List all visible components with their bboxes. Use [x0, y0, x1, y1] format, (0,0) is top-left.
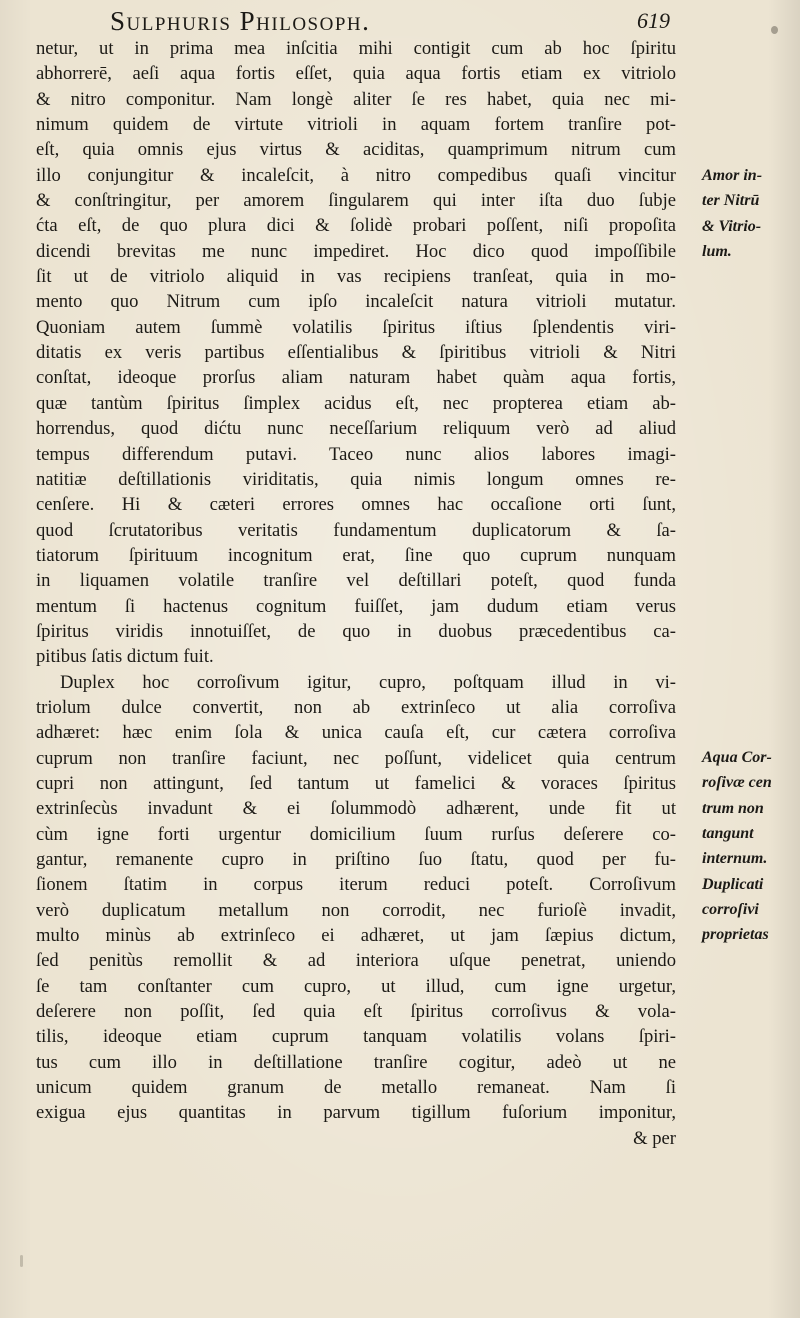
ink-speck — [20, 1255, 23, 1267]
text-line: mentum ſi hactenus cognitum fuiſſet, jam dudum etiam verus — [36, 595, 676, 617]
text-line: unicum quidem granum de metallo remaneat. Nam ſi — [36, 1077, 676, 1099]
margin-note-line: tangunt — [702, 825, 754, 843]
margin-note-line: Duplicati — [702, 875, 764, 893]
text-line: deſerere non poſſit, ſed quia eſt ſpiritus corroſivus & vola- — [36, 1001, 676, 1023]
text-line: tiatorum ſpirituum incognitum erat, ſine quo cuprum nunquam — [36, 544, 676, 566]
text-line: ſit ut de vitriolo aliquid in vas recipiens tranſeat, quia in mo- — [36, 266, 676, 288]
margin-note-line: roſivæ cen — [702, 774, 772, 792]
text-line: ſionem ſtatim in corpus iterum reduci poteſt. Corroſivum — [36, 874, 676, 896]
text-line: Duplex hoc corroſivum igitur, cupro, poſtquam illud in vi- — [60, 671, 676, 693]
text-line: tilis, ideoque etiam cuprum tanquam volatilis volans ſpiri- — [36, 1026, 676, 1048]
text-line: cùm igne forti urgentur domicilium ſuum rurſus deſerere co- — [36, 823, 676, 845]
text-line: quod ſcrutatoribus veritatis fundamentum duplicatorum & ſa- — [36, 519, 676, 541]
text-line: & conſtringitur, per amorem ſingularem qui inter iſta duo ſubje — [36, 190, 676, 212]
text-line: ſpiritus viridis innotuiſſet, de quo in duobus præcedentibus ca- — [36, 620, 676, 642]
catchword: & per — [633, 1127, 676, 1149]
text-line: illo conjungitur & incaleſcit, à nitro compedibus quaſi vincitur — [36, 164, 676, 186]
text-line: cupri non attingunt, ſed tantum ut famelici & voraces ſpiritus — [36, 772, 676, 794]
margin-note-line: internum. — [702, 850, 768, 868]
text-line: extrinſecùs invadunt & ei ſolummodò adhærent, unde fit ut — [36, 798, 676, 820]
ink-speck — [771, 26, 778, 34]
text-line: exigua ejus quantitas in parvum tigillum fuſorium imponitur, — [36, 1102, 676, 1124]
running-header — [110, 6, 670, 36]
page-number: 619 — [637, 8, 670, 33]
text-line: & nitro componitur. Nam longè aliter ſe res habet, quia nec mi- — [36, 88, 676, 110]
text-line: pitibus ſatis dictum fuit. — [36, 646, 214, 668]
text-line: dicendi brevitas me nunc impediret. Hoc dico quod impoſſibile — [36, 240, 676, 262]
text-line: abhorrerē, aeſi aqua fortis eſſet, quia aqua fortis etiam ex vitriolo — [36, 63, 676, 85]
text-line: Quoniam autem ſummè volatilis ſpiritus iſtius ſplendentis viri- — [36, 316, 676, 338]
text-line: netur, ut in prima mea inſcitia mihi contigit cum ab hoc ſpiritu — [36, 38, 676, 59]
margin-note-line: trum non — [702, 799, 764, 817]
header-title: Sulphuris Philosoph. — [110, 6, 371, 36]
margin-note-line: lum. — [702, 243, 732, 261]
margin-note-line: proprietas — [702, 926, 769, 944]
text-line: horrendus, quod dićtu nunc neceſſarium reliquum verò ad aliud — [36, 418, 676, 440]
text-line: natitiæ deſtillationis viriditatis, quia nimis longum omnes re- — [36, 468, 676, 490]
text-line: gantur, remanente cupro in priſtino ſuo ſtatu, quod per fu- — [36, 849, 676, 870]
text-line: tempus differendum putavi. Taceo nunc alios labores imagi- — [36, 443, 676, 465]
text-line: verò duplicatum metallum non corrodit, nec furioſè invadit, — [36, 899, 676, 921]
text-line: ſed penitùs remollit & ad interiora uſque penetrat, uniendo — [36, 950, 676, 972]
text-line: conſtat, ideoque prorſus aliam naturam habet quàm aqua fortis, — [36, 367, 676, 389]
text-line: mento quo Nitrum cum ipſo incaleſcit natura vitrioli mutatur. — [36, 291, 676, 313]
text-line: tus cum illo in deſtillatione tranſire cogitur, adeò ut ne — [36, 1051, 676, 1073]
text-line: in liquamen volatile tranſire vel deſtillari poteſt, quod funda — [36, 570, 676, 592]
margin-note-line: & Vitrio- — [702, 217, 762, 235]
text-line: cuprum non tranſire faciunt, nec poſſunt, videlicet quia centrum — [36, 747, 676, 769]
margin-note-line: Aqua Cor- — [702, 749, 772, 766]
text-line: adhæret: hæc enim ſola & unica cauſa eſt, cur cætera corroſiva — [36, 722, 676, 744]
text-line: multo minùs ab extrinſeco ei adhæret, ut jam ſæpius dictum, — [36, 925, 676, 947]
margin-note-aqua — [702, 745, 798, 948]
text-line: quæ tantùm ſpiritus ſimplex acidus eſt, nec propterea etiam ab- — [36, 392, 676, 414]
text-line: ćta eſt, de quo plura dici & ſolidè probari poſſent, niſi propoſita — [36, 215, 676, 237]
text-line: nimum quidem de virtute vitrioli in aquam fortem tranſire pot- — [36, 114, 676, 136]
text-line: triolum dulce convertit, non ab extrinſeco ut alia corroſiva — [36, 696, 676, 718]
margin-note-amor — [702, 163, 798, 264]
text-line: cenſere. Hi & cæteri errores omnes hac occaſione orti ſunt, — [36, 494, 676, 516]
main-text-block — [36, 36, 676, 1151]
margin-note-line: Amor in- — [702, 167, 763, 184]
text-line: ditatis ex veris partibus eſſentialibus & ſpiritibus vitrioli & Nitri — [36, 342, 676, 364]
text-line: eſt, quia omnis ejus virtus & aciditas, quamprimum nitrum cum — [36, 139, 676, 161]
text-line: ſe tam conſtanter cum cupro, ut illud, cum igne urgetur, — [36, 975, 676, 997]
margin-note-line: corroſivi — [702, 901, 759, 919]
margin-note-line: ter Nitrū — [702, 192, 760, 210]
